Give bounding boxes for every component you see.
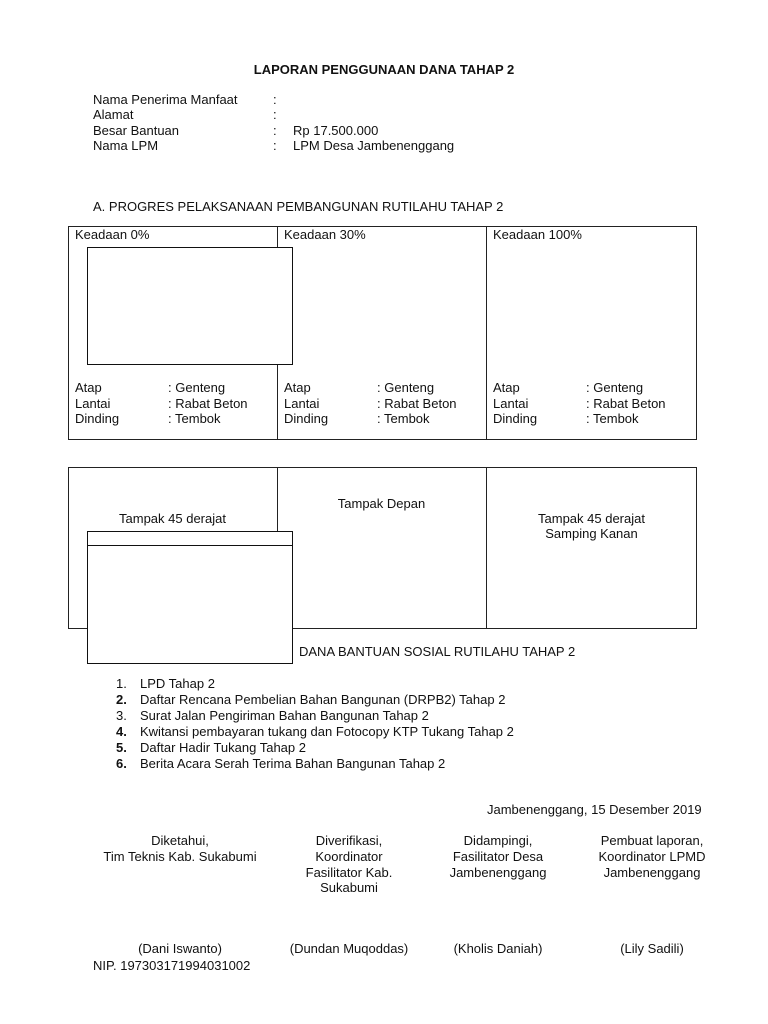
photo-caption-strip	[87, 531, 293, 546]
signatory-name-2: (Dundan Muqoddas)	[289, 941, 409, 956]
signatory-name-4: (Lily Sadili)	[620, 941, 684, 956]
list-item: 6. Berita Acara Serah Terima Bahan Bangunan Tahap 2	[116, 756, 446, 771]
info-sep: :	[273, 92, 277, 107]
spec-list-0: Atap : Genteng Lantai : Rabat Beton Dinding : Tembok	[75, 380, 248, 426]
spec-value-dinding: Tembok	[593, 411, 639, 426]
spec-value-lantai: Rabat Beton	[175, 395, 248, 411]
list-item: 4. Kwitansi pembayaran tukang dan Fotocopy KTP Tukang Tahap 2	[116, 724, 514, 739]
progress-heading-0: Keadaan 0%	[75, 227, 150, 242]
view-label-left: Tampak 45 derajat	[119, 511, 226, 526]
spec-label-atap: Atap	[284, 380, 311, 395]
list-item: 5. Daftar Hadir Tukang Tahap 2	[116, 740, 306, 755]
spec-list-30: Atap : Genteng Lantai : Rabat Beton Dinding : Tembok	[284, 380, 457, 426]
spec-value-atap: Genteng	[175, 380, 226, 395]
photo-placeholder-view	[87, 545, 293, 664]
spec-list-100: Atap : Genteng Lantai : Rabat Beton Dinding : Tembok	[493, 380, 666, 426]
view-label-right-2: Samping Kanan	[545, 526, 638, 541]
table-divider	[486, 467, 487, 629]
section-b-heading: DANA BANTUAN SOSIAL RUTILAHU TAHAP 2	[299, 644, 576, 659]
photo-placeholder-0	[87, 247, 293, 365]
spec-label-dinding: Dinding	[75, 411, 120, 426]
list-item: 1. LPD Tahap 2	[116, 676, 215, 691]
spec-value-atap: Genteng	[384, 380, 435, 395]
signatory-title-4: Koordinator LPMD Jambenenggang	[598, 849, 706, 880]
spec-value-atap: Genteng	[593, 380, 644, 395]
info-sep: :	[273, 107, 277, 122]
view-label-front: Tampak Depan	[337, 496, 426, 511]
info-value-lpm: LPM Desa Jambenenggang	[293, 138, 455, 153]
spec-label-dinding: Dinding	[284, 411, 329, 426]
signatory-title-1: Tim Teknis Kab. Sukabumi	[103, 849, 257, 864]
info-label-lpm: Nama LPM	[93, 138, 159, 153]
spec-label-atap: Atap	[493, 380, 520, 395]
page-title: LAPORAN PENGGUNAAN DANA TAHAP 2	[253, 62, 515, 77]
progress-heading-100: Keadaan 100%	[493, 227, 582, 242]
spec-value-dinding: Tembok	[384, 411, 430, 426]
info-label-recipient: Nama Penerima Manfaat	[93, 92, 238, 107]
spec-value-lantai: Rabat Beton	[384, 395, 457, 411]
info-sep: :	[273, 138, 277, 153]
spec-label-lantai: Lantai	[493, 395, 529, 411]
spec-label-lantai: Lantai	[284, 395, 320, 411]
info-sep: :	[273, 123, 277, 138]
attachment-list	[116, 676, 514, 772]
signatory-role-4: Pembuat laporan,	[600, 833, 704, 848]
section-a-heading: A. PROGRES PELAKSANAAN PEMBANGUNAN RUTILAHU TAHAP 2	[93, 199, 504, 214]
spec-value-lantai: Rabat Beton	[593, 395, 666, 411]
info-label-amount: Besar Bantuan	[93, 123, 180, 138]
signatory-nip-1: NIP. 197303171994031002	[93, 958, 251, 973]
info-label-address: Alamat	[93, 107, 134, 122]
place-date: Jambenenggang, 15 Desember 2019	[487, 802, 702, 817]
spec-label-lantai: Lantai	[75, 395, 111, 411]
signatory-role-3: Didampingi,	[463, 833, 533, 848]
view-label-right-1: Tampak 45 derajat	[538, 511, 645, 526]
signatory-name-1: (Dani Iswanto)	[138, 941, 222, 956]
list-item: 3. Surat Jalan Pengiriman Bahan Bangunan Tahap 2	[116, 708, 429, 723]
signatory-title-2: Koordinator Fasilitator Kab. Sukabumi	[305, 849, 393, 895]
signatory-name-3: (Kholis Daniah)	[453, 941, 543, 956]
table-divider	[486, 226, 487, 440]
info-value-amount: Rp 17.500.000	[293, 123, 379, 138]
signatory-title-3: Fasilitator Desa Jambenenggang	[449, 849, 547, 880]
signatory-role-2: Diverifikasi,	[315, 833, 383, 848]
progress-heading-30: Keadaan 30%	[284, 227, 366, 242]
spec-label-atap: Atap	[75, 380, 102, 395]
spec-value-dinding: Tembok	[175, 411, 221, 426]
signatory-role-1: Diketahui,	[151, 833, 209, 848]
spec-label-dinding: Dinding	[493, 411, 538, 426]
list-item: 2. Daftar Rencana Pembelian Bahan Bangunan (DRPB2) Tahap 2	[116, 692, 506, 707]
